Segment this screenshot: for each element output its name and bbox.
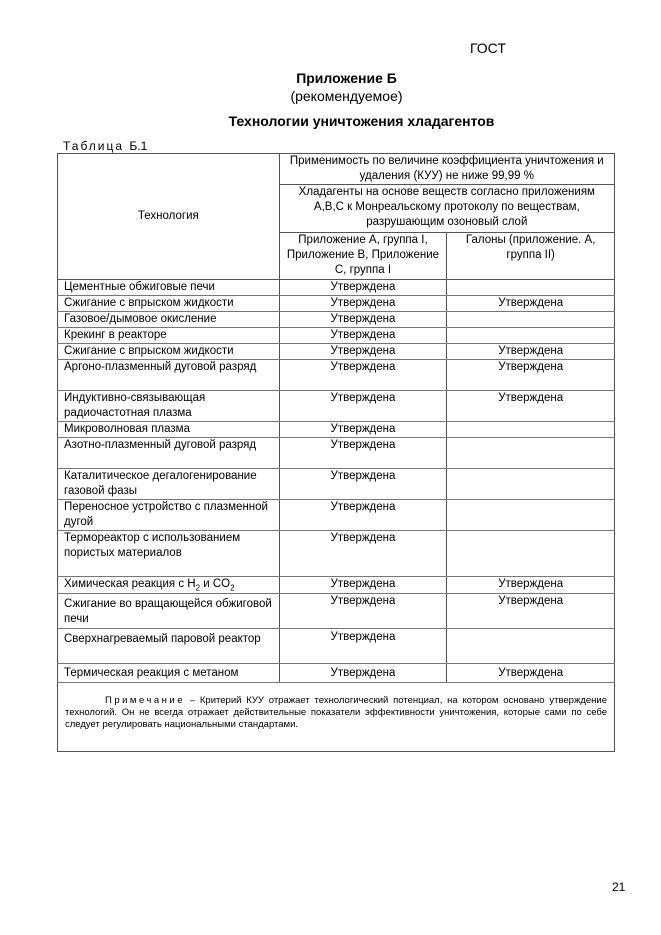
technology-cell: Сжигание во вращающейся обжиговой печи: [58, 594, 280, 629]
status-cell: Утверждена: [279, 360, 447, 391]
table-row: [58, 360, 615, 391]
status-cell: Утверждена: [279, 531, 447, 577]
appendix-subtitle: (рекомендуемое): [290, 88, 403, 104]
status-cell: Утверждена: [279, 664, 447, 683]
status-cell: Утверждена: [279, 296, 447, 312]
table-row: [58, 312, 615, 328]
status-cell: [447, 500, 615, 531]
page-number: 21: [612, 880, 626, 894]
header-applicability: Применимость по величине коэффициента уничтожения и удаления (КУУ) не ниже 99,99 %: [279, 154, 614, 185]
table-row: [58, 296, 615, 312]
status-cell: [447, 531, 615, 577]
header-annex-a-group-1: Приложение А, группа I, Приложение В, Приложение С, группа I: [279, 233, 447, 280]
status-cell: Утверждена: [447, 594, 615, 629]
status-cell: Утверждена: [447, 391, 615, 422]
status-cell: Утверждена: [279, 629, 447, 664]
technology-cell: Крекинг в реакторе: [58, 328, 280, 344]
table-row: [58, 280, 615, 296]
table-caption-number: Б.1: [129, 139, 148, 153]
table-row: [58, 344, 615, 360]
header-halons: Галоны (приложение. А, группа II): [447, 233, 615, 280]
subscript-h2: 2: [195, 583, 201, 593]
status-cell: [447, 629, 615, 664]
status-cell: [447, 438, 615, 469]
header-refrigerants: Хладагенты на основе веществ согласно приложениям А,В,С к Монреальскому протоколу по веществам, разрушающим озоновый слой: [279, 185, 614, 233]
table-caption-word: Таблица: [63, 139, 125, 153]
header-technology: Технология: [58, 154, 280, 280]
status-cell: Утверждена: [447, 296, 615, 312]
table-row: [58, 531, 615, 577]
table-row: [58, 438, 615, 469]
subscript-co2: 2: [230, 583, 235, 593]
technology-cell: Сверхнагреваемый паровой реактор: [58, 629, 280, 664]
table-row: [58, 328, 615, 344]
status-cell: Утверждена: [279, 391, 447, 422]
technology-cell: Аргоно-плазменный дуговой разряд: [58, 360, 280, 391]
status-cell: Утверждена: [279, 422, 447, 438]
status-cell: Утверждена: [279, 438, 447, 469]
status-cell: Утверждена: [279, 577, 447, 594]
status-cell: [447, 469, 615, 500]
gost-header: ГОСТ: [470, 40, 506, 56]
technology-cell: Переносное устройство с плазменной дугой: [58, 500, 280, 531]
table-caption: [63, 139, 147, 153]
table-row: [58, 391, 615, 422]
status-cell: Утверждена: [447, 577, 615, 594]
technology-cell: Газовое/дымовое окисление: [58, 312, 280, 328]
technology-cell: [58, 577, 280, 594]
status-cell: Утверждена: [279, 594, 447, 629]
status-cell: [447, 328, 615, 344]
status-cell: Утверждена: [279, 328, 447, 344]
table-row: [58, 594, 615, 629]
technology-text-mid: и CO: [200, 578, 231, 590]
status-cell: [447, 422, 615, 438]
technology-cell: Сжигание с впрыском жидкости: [58, 344, 280, 360]
technology-cell: Каталитическое дегалогенирование газовой фазы: [58, 469, 280, 500]
status-cell: Утверждена: [447, 664, 615, 683]
table-row: [58, 422, 615, 438]
table-row: [58, 500, 615, 531]
status-cell: [447, 312, 615, 328]
status-cell: Утверждена: [279, 469, 447, 500]
technology-cell: Сжигание с впрыском жидкости: [58, 296, 280, 312]
status-cell: Утверждена: [447, 360, 615, 391]
table-row: [58, 629, 615, 664]
technology-cell: Микроволновая плазма: [58, 422, 280, 438]
destruction-technologies-table: [57, 153, 615, 752]
table-note: [58, 683, 615, 752]
appendix-title: Приложение Б: [296, 70, 397, 86]
technology-cell: Цементные обжиговые печи: [58, 280, 280, 296]
table-row: [58, 469, 615, 500]
status-cell: Утверждена: [279, 280, 447, 296]
table-row: [58, 664, 615, 683]
status-cell: Утверждена: [279, 312, 447, 328]
technology-cell: Азотно-плазменный дуговой разряд: [58, 438, 280, 469]
status-cell: Утверждена: [447, 344, 615, 360]
technology-cell: Термическая реакция с метаном: [58, 664, 280, 683]
document-title: Технологии уничтожения хладагентов: [228, 113, 495, 129]
technology-cell: Индуктивно-связывающая радиочастотная плазма: [58, 391, 280, 422]
technology-text: Химическая реакция с H: [64, 578, 196, 590]
status-cell: [447, 280, 615, 296]
note-label: Примечание: [105, 695, 185, 706]
technology-cell: Термореактор с использованием пористых материалов: [58, 531, 280, 577]
status-cell: Утверждена: [279, 344, 447, 360]
table-row: [58, 577, 615, 594]
status-cell: Утверждена: [279, 500, 447, 531]
note-text: – Критерий КУУ отражает технологический потенциал, на котором основано утверждение технологий. Он не всегда отражает действительные показатели эффективности уничтожения, которые сами по себе следует регулировать национальными стандартами.: [65, 695, 607, 730]
